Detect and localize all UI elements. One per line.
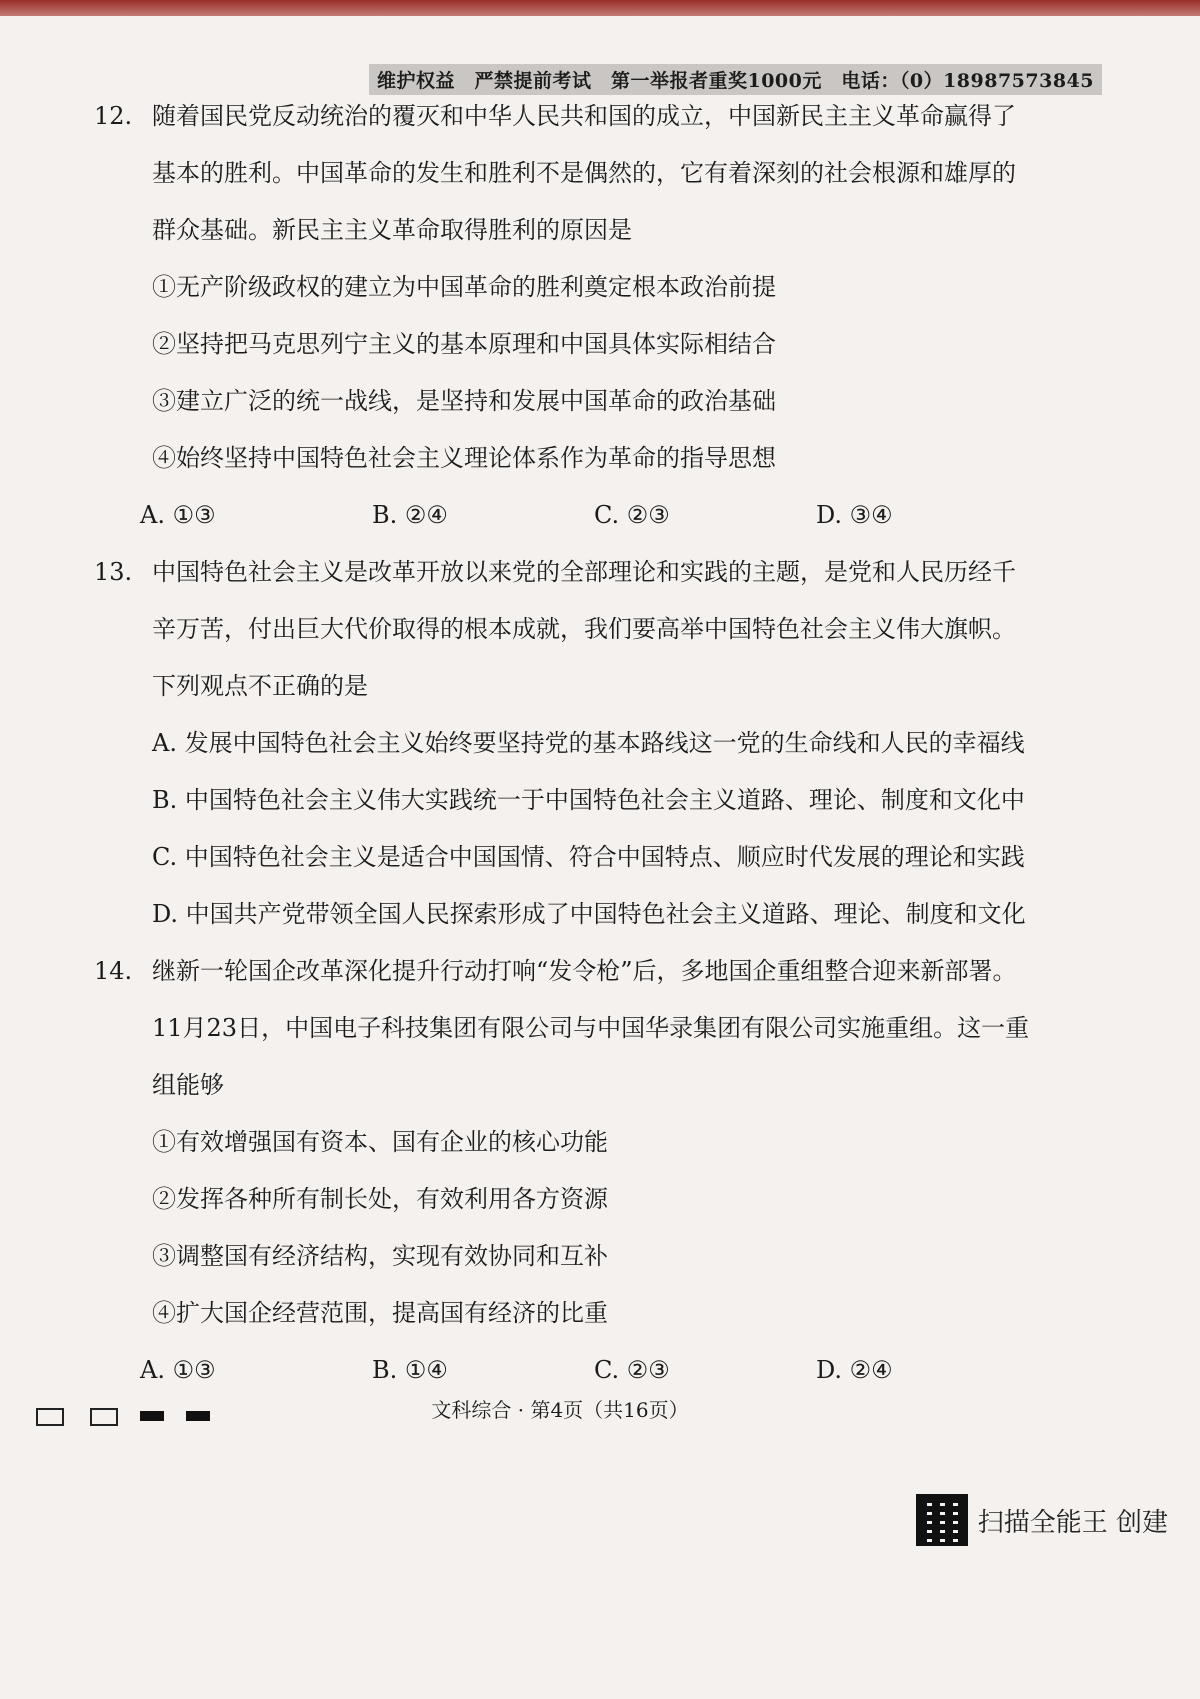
question-stem-line: 11月23日，中国电子科技集团有限公司与中国华录集团有限公司实施重组。这一重 — [152, 1014, 1030, 1042]
question-stem-line: 组能够 — [152, 1071, 224, 1099]
option-a[interactable]: A. 发展中国特色社会主义始终要坚持党的基本路线这一党的生命线和人民的幸福线 — [152, 729, 1025, 757]
statement: ①有效增强国有资本、国有企业的核心功能 — [152, 1128, 608, 1156]
question-stem-line: 中国特色社会主义是改革开放以来党的全部理论和实践的主题，是党和人民历经千 — [152, 558, 1016, 586]
page-footer: 文科综合 · 第4页（共16页） — [431, 1398, 689, 1422]
statement: ③调整国有经济结构，实现有效协同和互补 — [152, 1242, 608, 1270]
qr-code-icon — [916, 1494, 968, 1546]
question-stem-line: 随着国民党反动统治的覆灭和中华人民共和国的成立，中国新民主主义革命赢得了 — [152, 102, 1016, 130]
question-number: 13. — [94, 558, 133, 586]
question-14 — [94, 943, 1104, 1399]
question-13 — [94, 544, 1104, 943]
question-stem-line: 群众基础。新民主主义革命取得胜利的原因是 — [152, 216, 632, 244]
question-stem-line: 下列观点不正确的是 — [152, 672, 368, 700]
option-c[interactable]: C. 中国特色社会主义是适合中国国情、符合中国特点、顺应时代发展的理论和实践 — [152, 843, 1025, 871]
option-b[interactable]: B. ②④ — [372, 501, 448, 529]
question-number: 14. — [94, 957, 133, 985]
option-c[interactable]: C. ②③ — [594, 1356, 670, 1384]
question-number: 12. — [94, 102, 133, 130]
header-note: 维护权益 严禁提前考试 第一举报者重奖1000元 电话：（0）18987573845 — [369, 64, 1102, 95]
option-c[interactable]: C. ②③ — [594, 501, 670, 529]
statement: ④始终坚持中国特色社会主义理论体系作为革命的指导思想 — [152, 444, 776, 472]
statement: ②坚持把马克思列宁主义的基本原理和中国具体实际相结合 — [152, 330, 776, 358]
statement: ②发挥各种所有制长处，有效利用各方资源 — [152, 1185, 608, 1213]
watermark-text: 扫描全能王 创建 — [977, 1507, 1168, 1538]
options-row — [94, 487, 1104, 544]
statement: ①无产阶级政权的建立为中国革命的胜利奠定根本政治前提 — [152, 273, 776, 301]
option-a[interactable]: A. ①③ — [140, 1356, 216, 1384]
question-stem-line: 基本的胜利。中国革命的发生和胜利不是偶然的，它有着深刻的社会根源和雄厚的 — [152, 159, 1016, 187]
option-a[interactable]: A. ①③ — [140, 501, 216, 529]
question-stem-line: 辛万苦，付出巨大代价取得的根本成就，我们要高举中国特色社会主义伟大旗帜。 — [152, 615, 1016, 643]
option-d[interactable]: D. ②④ — [816, 1356, 893, 1384]
options-row — [94, 1342, 1104, 1399]
question-content — [94, 88, 1104, 1399]
statement: ④扩大国企经营范围，提高国有经济的比重 — [152, 1299, 608, 1327]
statement: ③建立广泛的统一战线，是坚持和发展中国革命的政治基础 — [152, 387, 776, 415]
question-12 — [94, 88, 1104, 544]
top-red-band — [0, 0, 1200, 16]
option-d[interactable]: D. 中国共产党带领全国人民探索形成了中国特色社会主义道路、理论、制度和文化 — [152, 900, 1026, 928]
option-d[interactable]: D. ③④ — [816, 501, 893, 529]
option-b[interactable]: B. 中国特色社会主义伟大实践统一于中国特色社会主义道路、理论、制度和文化中 — [152, 786, 1025, 814]
scanner-watermark — [916, 1490, 1168, 1550]
question-stem-line: 继新一轮国企改革深化提升行动打响“发令枪”后，多地国企重组整合迎来新部署。 — [152, 957, 1017, 985]
option-b[interactable]: B. ①④ — [372, 1356, 448, 1384]
